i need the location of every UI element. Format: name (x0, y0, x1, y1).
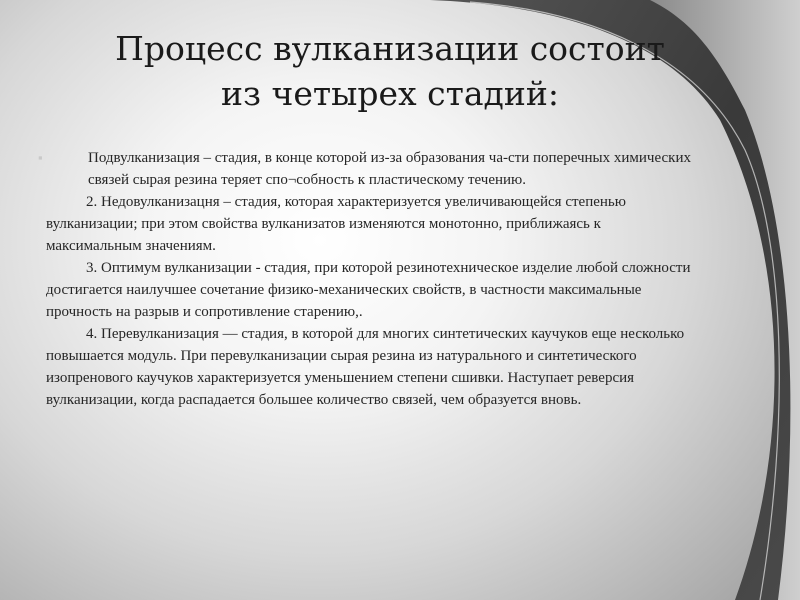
stage-4-paragraph: 4. Перевулканизация — стадия, в которой для многих синтетических каучуков еще несколько повышается модуль. При перевулканизации сырая резина из натурального и синтетического изопренового каучуков характеризуется уменьшением степени сшивки. Наступает реверсия вулканизации, когда распадается большее количество связей, чем образуется вновь. (46, 326, 685, 408)
stage-3-paragraph: 3. Оптимум вулканизации - стадия, при которой резинотехническое изделие любой сложности достигается наилучшее сочетание физико-механических свойств, в частности максимальные прочность на разрыв и сопротивление старению,. (46, 260, 691, 320)
stage-1-paragraph (38, 147, 696, 191)
bullet-icon: ▪ (38, 150, 43, 165)
stage-2-paragraph: 2. Недовулканизацня – стадия, которая характеризуется увеличивающейся степенью вулканизации; при этом свойства вулканизатов изменяются монотонно, приближаясь к максимальным значениям. (46, 194, 626, 254)
title-line-2: из четырех стадий: (221, 74, 559, 113)
title-line-1: Процесс вулканизации состоит (115, 29, 665, 68)
slide-title (40, 26, 740, 116)
stage-1-text: Подвулканизация – стадия, в конце которой из-за образования ча-сти поперечных химических связей сырая резина теряет спо¬собность к пластическому течению. (88, 150, 691, 188)
slide-body (38, 147, 696, 411)
